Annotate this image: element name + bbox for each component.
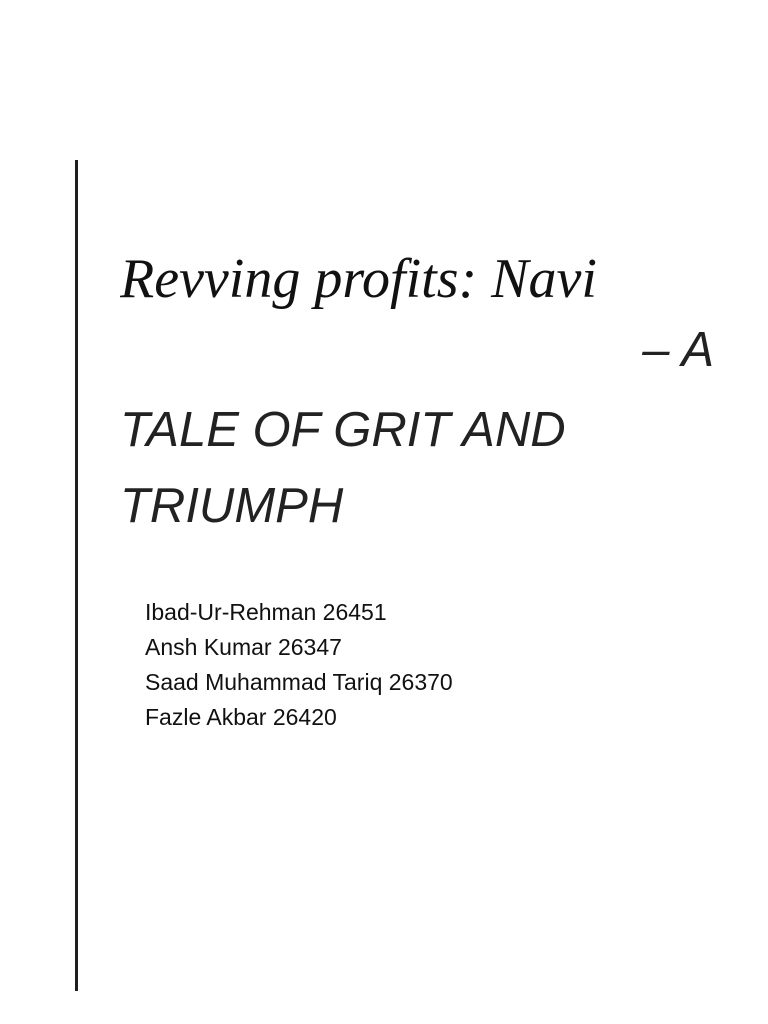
title-dash: – A bbox=[642, 323, 714, 377]
author-entry: Fazle Akbar 26420 bbox=[145, 704, 337, 730]
vertical-rule bbox=[75, 160, 78, 991]
title-sans-line-2: TRIUMPH bbox=[120, 479, 344, 533]
author-entry: Ibad-Ur-Rehman 26451 bbox=[145, 599, 387, 625]
title-serif-container bbox=[120, 244, 628, 314]
author-list bbox=[145, 595, 453, 735]
title-sans-line-1: TALE OF GRIT AND bbox=[120, 403, 566, 457]
title-serif: Revving profits: Navi bbox=[120, 248, 597, 310]
author-entry: Ansh Kumar 26347 bbox=[145, 634, 342, 660]
author-entry: Saad Muhammad Tariq 26370 bbox=[145, 669, 453, 695]
title-sans bbox=[120, 392, 720, 544]
